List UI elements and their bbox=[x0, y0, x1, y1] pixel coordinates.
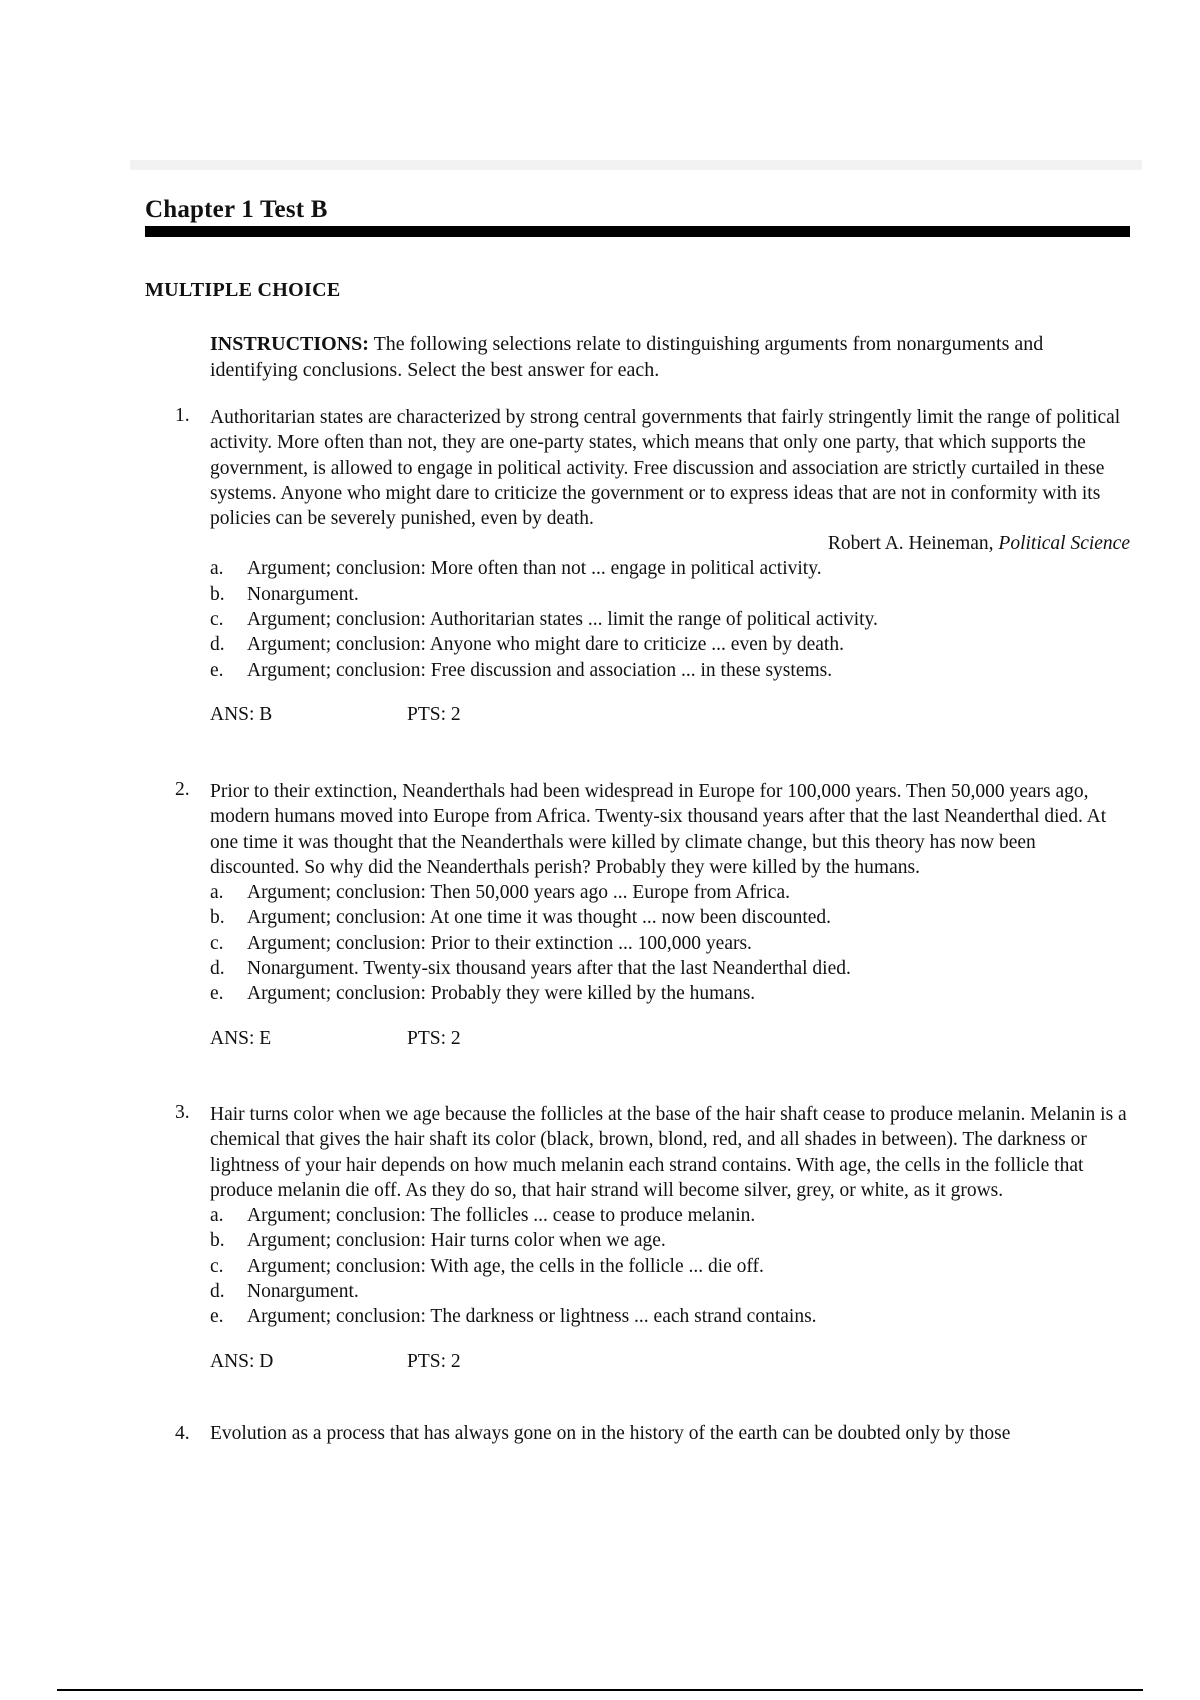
section-heading: MULTIPLE CHOICE bbox=[145, 279, 341, 301]
choice-text: Argument; conclusion: The follicles ... cease to produce melanin. bbox=[247, 1205, 756, 1227]
question-number: 1. bbox=[175, 405, 190, 426]
question-number: 4. bbox=[175, 1423, 190, 1444]
question-3 bbox=[175, 1102, 1130, 1374]
choice-letter: e. bbox=[210, 659, 224, 681]
choice-text: Nonargument. Twenty-six thousand years after that the last Neanderthal died. bbox=[247, 958, 851, 980]
question-text: Hair turns color when we age because the follicles at the base of the hair shaft cease to produce melanin. Melanin is a chemical that gives the hair shaft its color (black, brown, blond, red, and all shades in between). The darkness or lightness of your hair depends on how much melanin each strand contains. With age, the cells in the follicle that produce melanin die off. As they do so, that hair strand will become silver, grey, or white, as it grows. bbox=[210, 1104, 1127, 1201]
question-number: 2. bbox=[175, 779, 190, 800]
choice-text: Argument; conclusion: At one time it was thought ... now been discounted. bbox=[247, 907, 832, 929]
answer-key: ANS: E bbox=[210, 1027, 272, 1049]
choice-list bbox=[210, 556, 1130, 682]
choice-list bbox=[210, 880, 1130, 1006]
choice-b bbox=[210, 582, 1130, 607]
choice-text: Argument; conclusion: More often than not ... engage in political activity. bbox=[247, 558, 822, 580]
choice-letter: e. bbox=[210, 983, 224, 1005]
choice-letter: b. bbox=[210, 907, 225, 929]
choice-e bbox=[210, 658, 1130, 683]
question-source bbox=[210, 531, 1130, 556]
choice-text: Argument; conclusion: Hair turns color when we age. bbox=[247, 1230, 666, 1252]
question-2 bbox=[175, 779, 1130, 1051]
choice-d bbox=[210, 632, 1130, 657]
choice-c bbox=[210, 931, 1130, 956]
choice-letter: d. bbox=[210, 1281, 225, 1303]
choice-b bbox=[210, 1228, 1130, 1253]
page-title: Chapter 1 Test B bbox=[145, 196, 328, 223]
choice-text: Argument; conclusion: The darkness or lightness ... each strand contains. bbox=[247, 1306, 817, 1328]
title-rule bbox=[145, 226, 1130, 237]
choice-text: Argument; conclusion: Prior to their extinction ... 100,000 years. bbox=[247, 932, 752, 954]
instructions-label: INSTRUCTIONS: bbox=[210, 333, 369, 355]
choice-text: Argument; conclusion: Then 50,000 years ago ... Europe from Africa. bbox=[247, 882, 790, 904]
points-value: PTS: 2 bbox=[407, 1027, 461, 1049]
answer-key: ANS: D bbox=[210, 1350, 274, 1372]
choice-letter: c. bbox=[210, 609, 224, 631]
choice-letter: b. bbox=[210, 583, 225, 605]
choice-letter: b. bbox=[210, 1230, 225, 1252]
question-text: Evolution as a process that has always gone on in the history of the earth can be doubted only by those bbox=[210, 1423, 1011, 1444]
source-title: Political Science bbox=[998, 533, 1130, 555]
question-4-cutoff bbox=[175, 1421, 1130, 1444]
choice-a bbox=[210, 880, 1130, 905]
choice-e bbox=[210, 1304, 1130, 1329]
answer-line bbox=[210, 1349, 1130, 1374]
choice-letter: c. bbox=[210, 1255, 224, 1277]
choice-text: Argument; conclusion: Free discussion and association ... in these systems. bbox=[247, 659, 833, 681]
question-number: 3. bbox=[175, 1102, 190, 1123]
choice-e bbox=[210, 981, 1130, 1006]
choice-text: Nonargument. bbox=[247, 583, 359, 605]
choice-letter: e. bbox=[210, 1306, 224, 1328]
choice-text: Nonargument. bbox=[247, 1281, 359, 1303]
choice-a bbox=[210, 1203, 1130, 1228]
choice-c bbox=[210, 607, 1130, 632]
points-value: PTS: 2 bbox=[407, 703, 461, 725]
choice-d bbox=[210, 956, 1130, 981]
question-1 bbox=[175, 405, 1130, 727]
answer-line bbox=[210, 1026, 1130, 1051]
choice-b bbox=[210, 905, 1130, 930]
choice-letter: c. bbox=[210, 932, 224, 954]
choice-text: Argument; conclusion: Authoritarian states ... limit the range of political activity. bbox=[247, 609, 878, 631]
choice-letter: d. bbox=[210, 634, 225, 656]
instructions bbox=[210, 331, 1125, 383]
choice-text: Argument; conclusion: Probably they were killed by the humans. bbox=[247, 983, 756, 1005]
question-text: Prior to their extinction, Neanderthals had been widespread in Europe for 100,000 years. Then 50,000 years ago, modern humans moved into Europe from Africa. Twenty-six thousand years after that the last Neanderthal died. At one time it was thought that the Neanderthals were killed by climate change, but this theory has now been discounted. So why did the Neanderthals perish? Probably they were killed by the humans. bbox=[210, 781, 1107, 878]
top-band bbox=[130, 160, 1142, 170]
footer-rule bbox=[57, 1689, 1143, 1691]
choice-list bbox=[210, 1203, 1130, 1329]
source-author: Robert A. Heineman, bbox=[827, 533, 999, 555]
choice-c bbox=[210, 1254, 1130, 1279]
answer-line bbox=[210, 702, 1130, 727]
question-text: Authoritarian states are characterized by strong central governments that fairly stringently limit the range of political activity. More often than not, they are one-party states, which means that only one party, that which supports the government, is allowed to engage in political activity. Free discussion and association are strictly curtailed in these systems. Anyone who might dare to criticize the government or to express ideas that are not in conformity with its policies can be severely punished, even by death. bbox=[210, 407, 1121, 530]
points-value: PTS: 2 bbox=[407, 1350, 461, 1372]
choice-text: Argument; conclusion: Anyone who might dare to criticize ... even by death. bbox=[247, 634, 844, 656]
choice-letter: a. bbox=[210, 882, 224, 904]
choice-letter: a. bbox=[210, 558, 224, 580]
answer-key: ANS: B bbox=[210, 703, 273, 725]
choice-text: Argument; conclusion: With age, the cells in the follicle ... die off. bbox=[247, 1255, 764, 1277]
choice-letter: d. bbox=[210, 958, 225, 980]
choice-letter: a. bbox=[210, 1205, 224, 1227]
choice-a bbox=[210, 556, 1130, 581]
instructions-text: The following selections relate to distinguishing arguments from nonarguments and identifying conclusions. Select the best answer for each. bbox=[210, 333, 1044, 381]
choice-d bbox=[210, 1279, 1130, 1304]
